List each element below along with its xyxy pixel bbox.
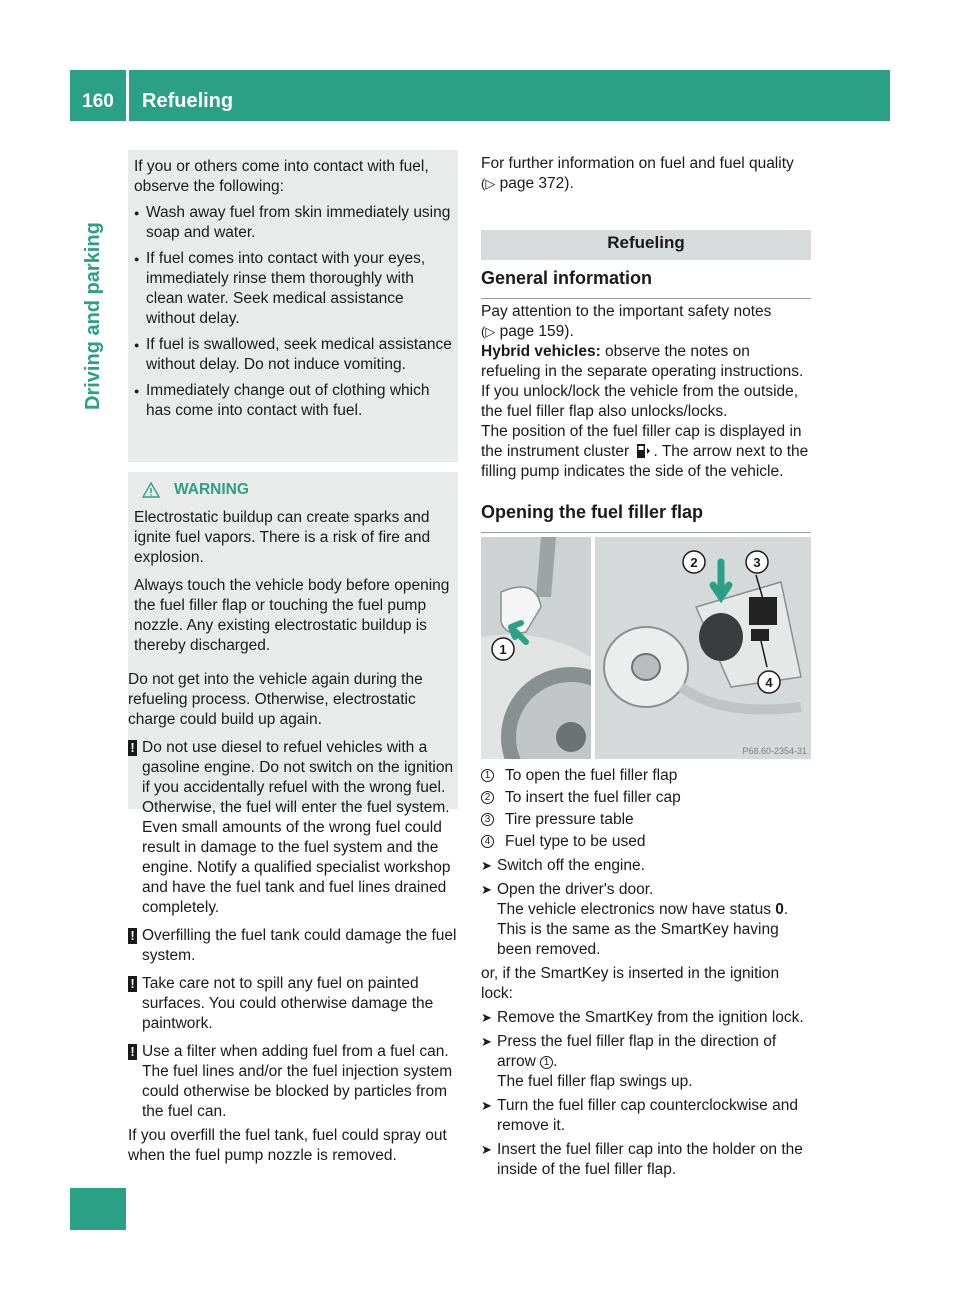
callout-4 — [758, 671, 780, 693]
step-list — [481, 856, 813, 960]
step-detail: The fuel filler flap swings up. — [497, 1073, 693, 1090]
note-overfill — [128, 926, 460, 966]
side-tab-block — [70, 1188, 126, 1230]
exclamation-icon: ! — [128, 740, 137, 756]
step-list-2 — [481, 1008, 813, 1180]
callout-2 — [683, 551, 705, 573]
inline-callout: 1 — [540, 1056, 553, 1069]
figure-code: P68.60-2354-31 — [742, 746, 807, 756]
note-text: Do not use diesel to refuel vehicles with a gasoline engine. Do not switch on the ignition if you accidentally refuel with the wrong fuel. Otherwise, the fuel will enter the fuel system. Even small amounts of the wrong fuel could result in damage to the fuel system and the engine. Notify a qualified specialist workshop and have the fuel tank and fuel lines drained completely. — [142, 739, 454, 916]
warning-text-1: Electrostatic buildup can create sparks and ignite fuel vapors. There is a risk of fire and explosion. — [134, 509, 431, 566]
legend-number: 3 — [481, 813, 494, 826]
step-detail: This is the same as the SmartKey having been removed. — [497, 921, 779, 958]
legend-text: Fuel type to be used — [505, 833, 646, 850]
step-item: ➤ Remove the SmartKey from the ignition lock. — [481, 1008, 813, 1028]
punctuation: . — [783, 901, 789, 918]
warning-label: WARNING — [174, 481, 249, 498]
list-item: ● Wash away fuel from skin immediately using soap and water. — [134, 203, 452, 243]
warning-triangle-icon — [142, 482, 160, 498]
hybrid-label: Hybrid vehicles: — [481, 343, 601, 360]
hybrid-text: observe the notes on refueling in the separate operating instructions. — [481, 343, 804, 380]
general-info-body — [481, 302, 813, 482]
heading-general-information: General information — [481, 268, 811, 299]
step-item: ➤ Turn the fuel filler cap counterclockwise and remove it. — [481, 1096, 813, 1136]
further-info-paragraph — [481, 154, 813, 194]
note-spill — [128, 974, 460, 1034]
step-text: Open the driver's door. — [497, 881, 654, 898]
unlock-paragraph: If you unlock/lock the vehicle from the outside, the fuel filler flap also unlocks/locks. — [481, 383, 799, 420]
status-value: 0 — [775, 901, 784, 918]
legend-item — [481, 766, 813, 786]
or-paragraph: or, if the SmartKey is inserted in the ignition lock: — [481, 965, 780, 1002]
legend-number: 4 — [481, 835, 494, 848]
refuel-paragraph: Do not get into the vehicle again during the refueling process. Otherwise, electrostatic charge could build up again. — [128, 671, 423, 728]
fuel-contact-list — [134, 203, 452, 421]
step-item: ➤ Switch off the engine. — [481, 856, 813, 876]
legend-text: Tire pressure table — [505, 811, 634, 828]
body-text-left — [128, 670, 460, 1166]
opening-steps — [481, 766, 813, 1184]
hybrid-paragraph — [481, 342, 813, 382]
callout-3 — [746, 551, 768, 573]
page-ref-link[interactable]: page 159). — [495, 323, 574, 340]
fuel-type-label — [751, 629, 769, 641]
page-title: Refueling — [142, 90, 234, 112]
svg-text:3: 3 — [753, 555, 761, 570]
warning-text-2: Always touch the vehicle body before opening the fuel filler flap or touching the fuel pump nozzle. Any existing electrostatic buildup is thereby discharged. — [134, 577, 450, 654]
exclamation-icon: ! — [128, 976, 137, 992]
fuel-filler-flap-figure — [481, 537, 811, 759]
further-info-text: For further information on fuel and fuel quality — [481, 155, 794, 172]
safety-notes-text: Pay attention to the important safety notes — [481, 303, 772, 320]
list-item: ● If fuel comes into contact with your eyes, immediately rinse them thoroughly with clean water. Seek medical assistance without delay. — [134, 249, 452, 329]
list-item: ● If fuel is swallowed, seek medical assistance without delay. Do not induce vomiting. — [134, 335, 452, 375]
section-banner: Refueling — [481, 230, 811, 260]
step-detail: The vehicle electronics now have status — [497, 901, 771, 918]
note-text: Use a filter when adding fuel from a fuel can. The fuel lines and/or the fuel injection system could otherwise be blocked by particles from the fuel can. — [142, 1043, 453, 1120]
fuel-filler-cap — [699, 613, 743, 661]
position-paragraph — [481, 422, 813, 482]
figure-legend — [481, 766, 813, 852]
position-text-2: . The arrow next to the filling pump indicates the side of the vehicle. — [481, 443, 809, 480]
page-ref-arrow: (▷ — [481, 176, 496, 191]
page-number: 160 — [82, 91, 114, 112]
fuel-pump-icon — [636, 443, 652, 459]
position-text-1: The position of the fuel filler cap is displayed in the instrument cluster — [481, 423, 802, 460]
svg-text:2: 2 — [690, 555, 698, 570]
note-text: Take care not to spill any fuel on painted surfaces. You could otherwise damage the paintwork. — [142, 975, 434, 1032]
note-diesel — [128, 738, 460, 918]
legend-text: To open the fuel filler flap — [505, 767, 678, 784]
step-item — [481, 880, 813, 960]
exclamation-icon: ! — [128, 928, 137, 944]
page-ref-link[interactable]: page 372). — [495, 175, 574, 192]
legend-item — [481, 788, 813, 808]
punctuation: . — [553, 1053, 558, 1070]
legend-item — [481, 832, 813, 852]
legend-text: To insert the fuel filler cap — [505, 789, 681, 806]
warning-heading — [134, 480, 452, 500]
page-ref-arrow: (▷ — [481, 324, 496, 339]
overfill-paragraph: If you overfill the fuel tank, fuel could spray out when the fuel pump nozzle is removed. — [128, 1127, 447, 1164]
svg-text:1: 1 — [499, 642, 507, 657]
fuel-contact-intro: If you or others come into contact with fuel, observe the following: — [134, 158, 429, 195]
note-filter — [128, 1042, 460, 1122]
legend-number: 1 — [481, 769, 494, 782]
note-text: Overfilling the fuel tank could damage the fuel system. — [142, 927, 457, 964]
step-item: ➤ Insert the fuel filler cap into the holder on the inside of the fuel filler flap. — [481, 1140, 813, 1180]
callout-1 — [492, 638, 514, 660]
legend-number: 2 — [481, 791, 494, 804]
heading-opening-flap: Opening the fuel filler flap — [481, 502, 811, 533]
list-item: ● Immediately change out of clothing which has come into contact with fuel. — [134, 381, 452, 421]
step-text: Press the fuel filler flap in the direction of arrow — [497, 1033, 777, 1070]
tire-pressure-table — [749, 597, 777, 625]
safety-notes-paragraph — [481, 302, 813, 342]
step-item — [481, 1032, 813, 1092]
fuel-contact-box — [128, 150, 458, 462]
svg-text:4: 4 — [765, 675, 773, 690]
legend-item — [481, 810, 813, 830]
exclamation-icon: ! — [128, 1044, 137, 1060]
header-separator — [126, 70, 129, 121]
side-tab-label: Driving and parking — [82, 222, 104, 410]
